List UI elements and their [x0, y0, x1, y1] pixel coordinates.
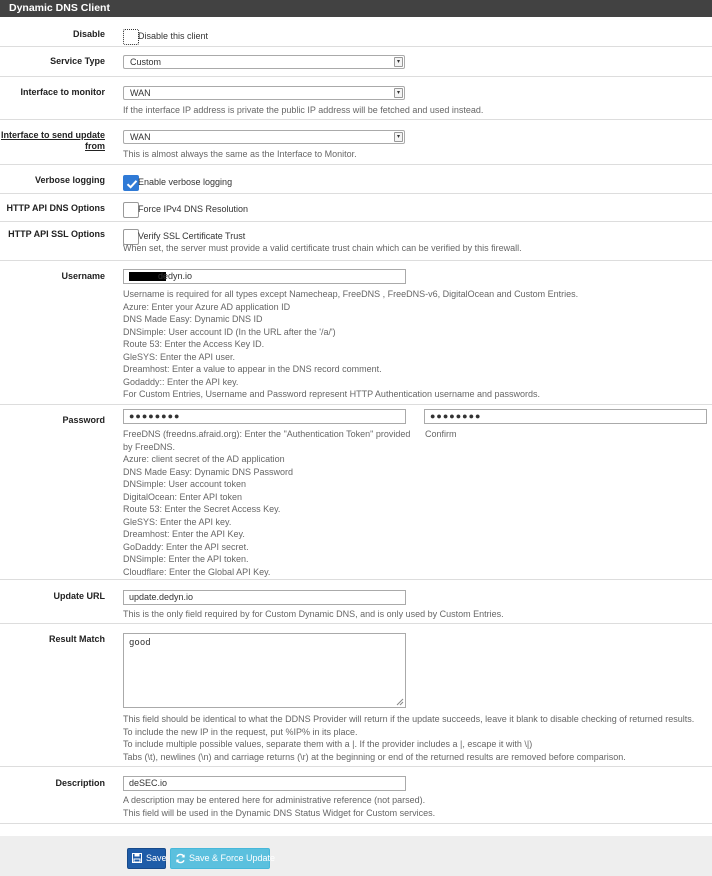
http-api-ssl-checkbox-label[interactable]: Verify SSL Certificate Trust: [138, 231, 246, 241]
result-match-help: [123, 713, 694, 763]
password-help-line: Cloudflare: Enter the Global API Key.: [123, 566, 271, 577]
update-url-row: [0, 580, 712, 624]
update-url-value: update.dedyn.io: [129, 592, 194, 602]
password-confirm-value: ●●●●●●●●: [430, 411, 482, 421]
save-icon: [132, 853, 142, 863]
result-match-help-line: This field should be identical to what the DDNS Provider will return if the update succeeds, leave it blank to disable checking of returned results.: [123, 714, 695, 724]
save-force-update-label: Save & Force Update: [189, 853, 276, 863]
verbose-logging-row: [0, 165, 712, 194]
username-help: [123, 288, 578, 401]
http-api-ssl-label: HTTP API SSL Options: [8, 229, 105, 239]
service-type-select[interactable]: [123, 55, 405, 69]
result-match-help-line: To include the new IP in the request, put %IP% in its place.: [123, 726, 358, 737]
save-button[interactable]: [127, 848, 166, 869]
password-label: Password: [62, 415, 105, 425]
password-help-line: FreeDNS (freedns.afraid.org): Enter the "Authentication Token" provided: [123, 429, 411, 439]
result-match-textarea[interactable]: [123, 633, 406, 708]
service-type-value: Custom: [130, 57, 162, 67]
password-help-line: Dreamhost: Enter the API Key.: [123, 529, 245, 539]
username-help-line: Route 53: Enter the Access Key ID.: [123, 339, 265, 349]
interface-send-select[interactable]: [123, 130, 405, 144]
password-help-line: DNSimple: User account token: [123, 479, 247, 489]
interface-send-label: [0, 130, 105, 152]
chevron-down-icon: ▾: [394, 88, 403, 98]
update-url-help: This is the only field required by for Custom Dynamic DNS, and is only used by Custom Entries.: [123, 609, 504, 619]
refresh-icon: [175, 853, 186, 864]
description-help-line: A description may be entered here for administrative reference (not parsed).: [123, 795, 426, 805]
service-type-label: Service Type: [50, 56, 105, 66]
username-help-line: Azure: Enter your Azure AD application ID: [123, 301, 291, 312]
description-label: Description: [55, 778, 105, 788]
password-help-line: Azure: client secret of the AD application: [123, 454, 285, 464]
save-force-update-button[interactable]: [170, 848, 276, 869]
password-help-line: DNSimple: Enter the API token.: [123, 554, 249, 564]
interface-send-label-line2: from: [85, 141, 105, 151]
password-confirm-input[interactable]: [424, 409, 707, 424]
verbose-logging-label: Verbose logging: [34, 175, 105, 185]
verbose-logging-checkbox[interactable]: [123, 175, 139, 191]
http-api-ssl-row: [0, 222, 712, 261]
password-input[interactable]: [123, 409, 406, 424]
username-help-line: For Custom Entries, Username and Password represent HTTP Authentication username and passwords.: [123, 389, 541, 399]
result-match-row: [0, 624, 712, 767]
disable-label: Disable: [72, 29, 105, 39]
password-value: ●●●●●●●●: [129, 411, 181, 421]
username-help-line: GleSYS: Enter the API user.: [123, 351, 236, 362]
disable-checkbox[interactable]: [123, 29, 139, 45]
description-value: deSEC.io: [129, 778, 168, 788]
verbose-logging-checkbox-label[interactable]: Enable verbose logging: [138, 177, 233, 187]
interface-monitor-help: If the interface IP address is private the public IP address will be fetched and used instead.: [123, 105, 484, 115]
password-confirm-label: Confirm: [425, 429, 457, 439]
chevron-down-icon: ▾: [394, 132, 403, 142]
interface-send-label-line1: Interface to send update: [0, 130, 105, 140]
interface-monitor-label: Interface to monitor: [20, 87, 105, 97]
verbose-logging-checkbox-group[interactable]: [123, 175, 243, 191]
http-api-dns-checkbox[interactable]: [123, 202, 139, 218]
password-help-line: GoDaddy: Enter the API secret.: [123, 541, 249, 552]
http-api-dns-label: HTTP API DNS Options: [6, 203, 105, 213]
interface-monitor-select[interactable]: [123, 86, 405, 100]
result-match-value: good: [129, 638, 151, 648]
interface-monitor-value: WAN: [130, 88, 151, 98]
save-button-label: Save: [146, 853, 167, 863]
disable-checkbox-group[interactable]: [123, 29, 233, 45]
username-input[interactable]: [123, 269, 406, 284]
http-api-dns-row: [0, 194, 712, 222]
password-help-line: Route 53: Enter the Secret Access Key.: [123, 504, 281, 514]
password-help-line: DNS Made Easy: Dynamic DNS Password: [123, 466, 294, 477]
update-url-label: Update URL: [53, 591, 105, 601]
description-help: [123, 794, 435, 819]
password-help: [123, 428, 410, 578]
username-label: Username: [61, 271, 105, 281]
password-row: [0, 405, 712, 580]
http-api-ssl-help: When set, the server must provide a valid certificate trust chain which can be verified by this firewall.: [123, 243, 522, 253]
username-help-line: Dreamhost: Enter a value to appear in the DNS record comment.: [123, 364, 382, 374]
result-match-label: Result Match: [48, 634, 105, 644]
username-help-line: DNS Made Easy: Dynamic DNS ID: [123, 314, 263, 324]
checkmark-icon: [126, 178, 138, 190]
interface-send-value: WAN: [130, 132, 151, 142]
password-help-line: DigitalOcean: Enter API token: [123, 491, 243, 502]
disable-row: [0, 17, 712, 47]
chevron-down-icon: ▾: [394, 57, 403, 67]
panel-title: Dynamic DNS Client: [0, 0, 712, 17]
username-help-line: Godaddy:: Enter the API key.: [123, 376, 239, 387]
username-help-line: Username is required for all types except Namecheap, FreeDNS , FreeDNS-v6, DigitalOcean and Custom Entries.: [123, 289, 579, 299]
update-url-input[interactable]: [123, 590, 406, 605]
http-api-dns-checkbox-label[interactable]: Force IPv4 DNS Resolution: [138, 204, 249, 214]
result-match-help-line: Tabs (\t), newlines (\n) and carriage returns (\r) at the beginning or end of the returned results are removed before comparison.: [123, 751, 626, 762]
password-help-line: by FreeDNS.: [123, 441, 176, 452]
service-type-row: [0, 47, 712, 77]
disable-checkbox-label[interactable]: Disable this client: [138, 31, 209, 41]
interface-monitor-row: [0, 77, 712, 120]
username-value: dedyn.io: [158, 271, 193, 281]
password-help-line: GleSYS: Enter the API key.: [123, 516, 232, 527]
description-input[interactable]: [123, 776, 406, 791]
interface-send-row: [0, 120, 712, 165]
description-help-line: This field will be used in the Dynamic DNS Status Widget for Custom services.: [123, 807, 436, 818]
interface-send-help: This is almost always the same as the Interface to Monitor.: [123, 149, 357, 159]
description-row: [0, 767, 712, 824]
result-match-help-line: To include multiple possible values, separate them with a |. If the provider includes a |, escape it with \|): [123, 739, 533, 749]
form-footer: [0, 836, 712, 876]
http-api-dns-checkbox-group[interactable]: [123, 202, 253, 218]
username-help-line: DNSimple: User account ID (In the URL after the '/a/'): [123, 326, 336, 337]
resize-grip-icon[interactable]: [396, 698, 404, 706]
username-row: [0, 261, 712, 405]
